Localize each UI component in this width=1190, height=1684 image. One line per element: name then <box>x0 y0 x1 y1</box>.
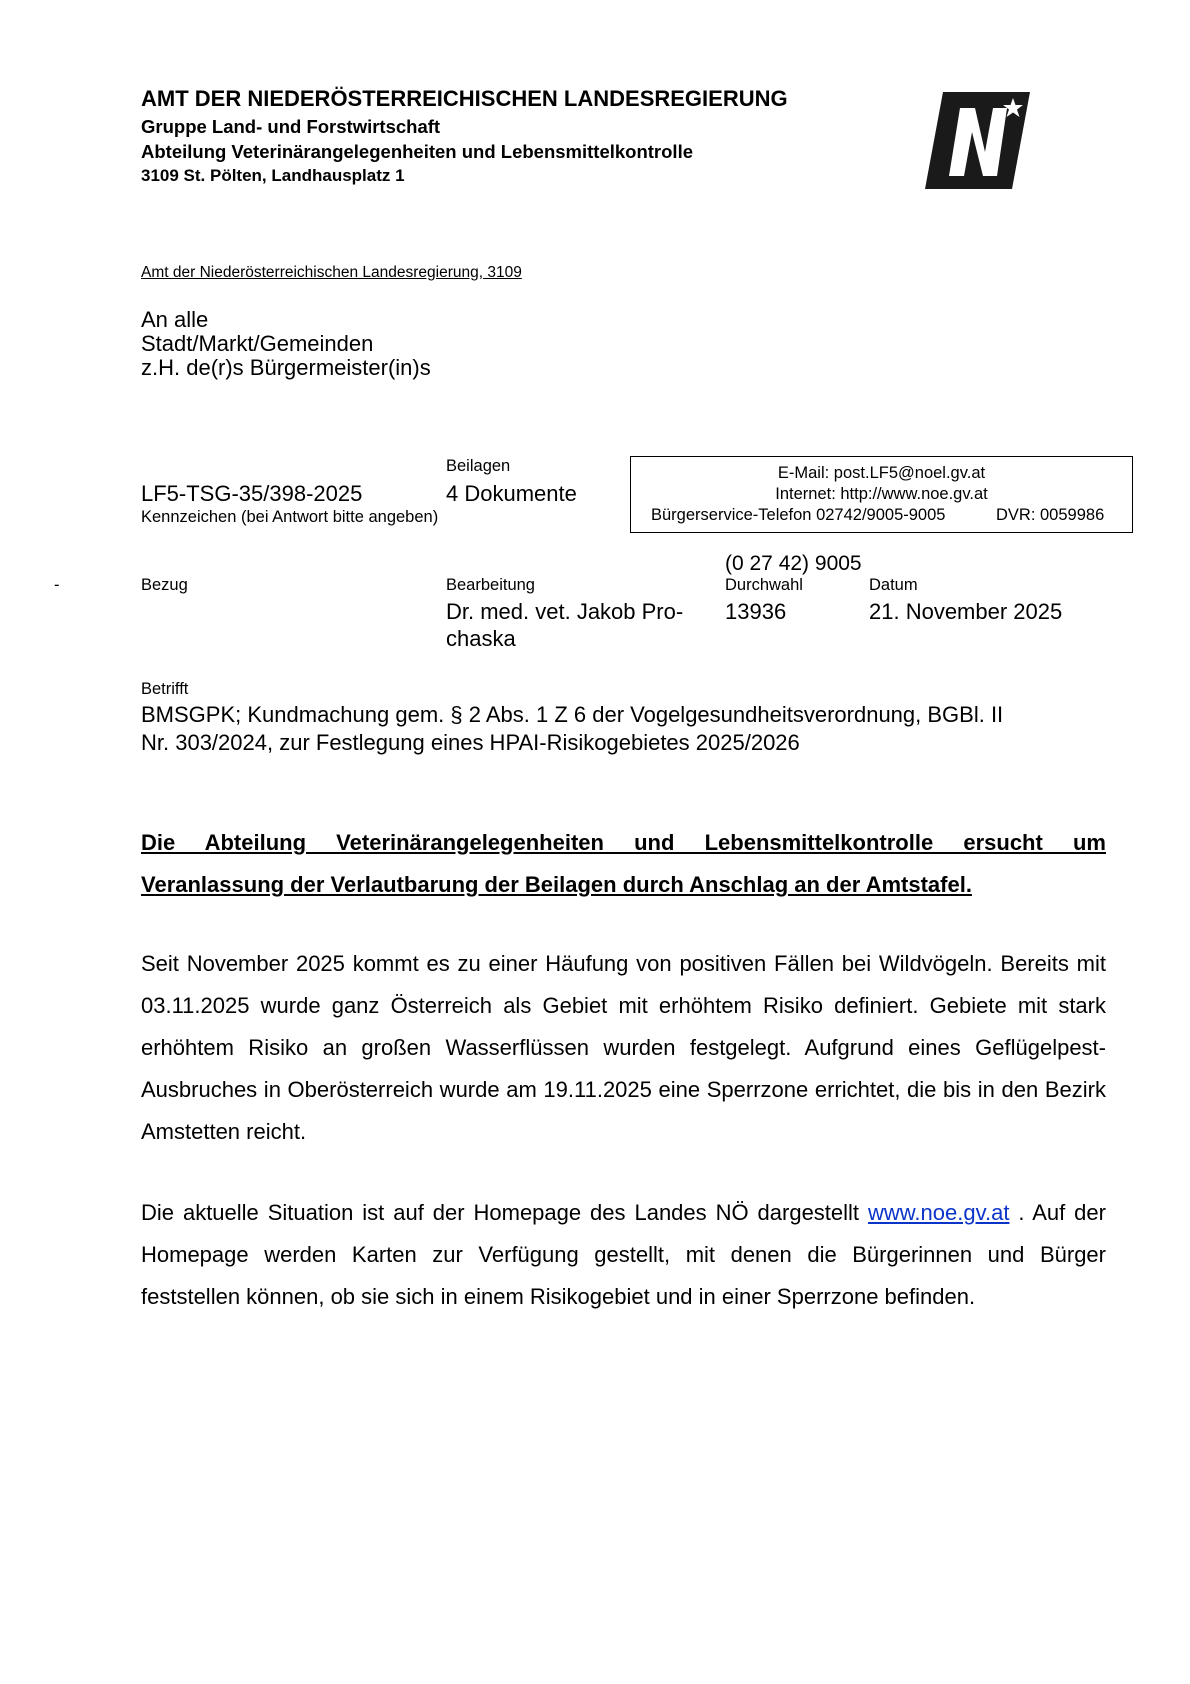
recipient-line: An alle <box>141 307 209 332</box>
reference-number: LF5-TSG-35/398-2025 <box>141 481 363 506</box>
noe-logo-icon <box>925 92 1030 189</box>
paragraph-text: . Auf der Homepage werden Karten zur Verfügung gestellt, mit denen die Bürgerinnen und Bürger feststellen können, ob sie sich in einem Risikogebiet und in einer Sperrzone befinden. <box>141 1200 1106 1309</box>
contact-email: E-Mail: post.LF5@noel.gv.at <box>777 464 986 482</box>
homepage-link[interactable]: www.noe.gv.at <box>867 1200 1010 1225</box>
subject-line: Nr. 303/2024, zur Festlegung eines HPAI-Risikogebietes 2025/2026 <box>141 730 800 755</box>
letterhead-group: Gruppe Land- und Forstwirtschaft <box>141 116 441 137</box>
notice-text: Die Abteilung Veterinärangelegenheiten und Lebensmittelkontrolle ersucht um Veranlassung der Verlautbarung der Beilagen durch Anschlag an der Amtstafel. <box>141 830 1106 897</box>
attachments-label: Beilagen <box>446 457 511 475</box>
letterhead-address: 3109 St. Pölten, Landhausplatz 1 <box>141 166 405 185</box>
contact-internet: Internet: http://www.noe.gv.at <box>775 485 988 503</box>
subject-text <box>141 701 1101 757</box>
contact-phone: Bürgerservice-Telefon 02742/9005-9005 <box>651 506 946 524</box>
letterhead-title: AMT DER NIEDERÖSTERREICHISCHEN LANDESREGIERUNG <box>141 86 788 111</box>
bearbeitung-name-line2: chaska <box>446 626 516 651</box>
recipient-line: Stadt/Markt/Gemeinden <box>141 331 374 356</box>
body-paragraph: Seit November 2025 kommt es zu einer Häufung von positiven Fällen bei Wildvögeln. Bereits mit 03.11.2025 wurde ganz Österreich als Gebiet mit erhöhtem Risiko definiert. Gebiete mit stark erhöhtem Risiko an großen Wasserflüssen wurden festgelegt. Aufgrund eines Geflügelpest-Ausbruches in Oberösterreich wurde am 19.11.2025 eine Sperrzone errichtet, die bis in den Bezirk Amstetten reicht. <box>141 951 1106 1144</box>
recipient-line: z.H. de(r)s Bürgermeister(in)s <box>141 355 431 380</box>
durchwahl-label: Durchwahl <box>725 576 803 594</box>
datum-label: Datum <box>869 576 918 594</box>
sender-line: Amt der Niederösterreichischen Landesregierung, 3109 <box>141 264 522 281</box>
datum-value: 21. November 2025 <box>869 599 1063 624</box>
margin-dash: - <box>54 576 60 594</box>
subject-line: BMSGPK; Kundmachung gem. § 2 Abs. 1 Z 6 der Vogelgesundheitsverordnung, BGBl. II <box>141 702 1004 727</box>
recipient-block <box>141 308 431 380</box>
subject-label: Betrifft <box>141 680 189 698</box>
bearbeitung-label: Bearbeitung <box>446 576 535 594</box>
letterhead-department: Abteilung Veterinärangelegenheiten und Lebensmittelkontrolle <box>141 141 694 162</box>
phone-prefix: (0 27 42) 9005 <box>725 552 862 575</box>
contact-dvr: DVR: 0059986 <box>996 506 1105 524</box>
attachments-value: 4 Dokumente <box>446 481 577 506</box>
body-paragraph <box>141 1192 1106 1318</box>
bearbeitung-name-line1: Dr. med. vet. Jakob Pro- <box>446 599 684 624</box>
bezug-label: Bezug <box>141 576 188 594</box>
paragraph-text: Die aktuelle Situation ist auf der Homepage des Landes NÖ dargestellt <box>141 1200 868 1225</box>
durchwahl-value: 13936 <box>725 599 787 624</box>
contact-box <box>630 456 1133 533</box>
reference-note: Kennzeichen (bei Antwort bitte angeben) <box>141 508 439 526</box>
